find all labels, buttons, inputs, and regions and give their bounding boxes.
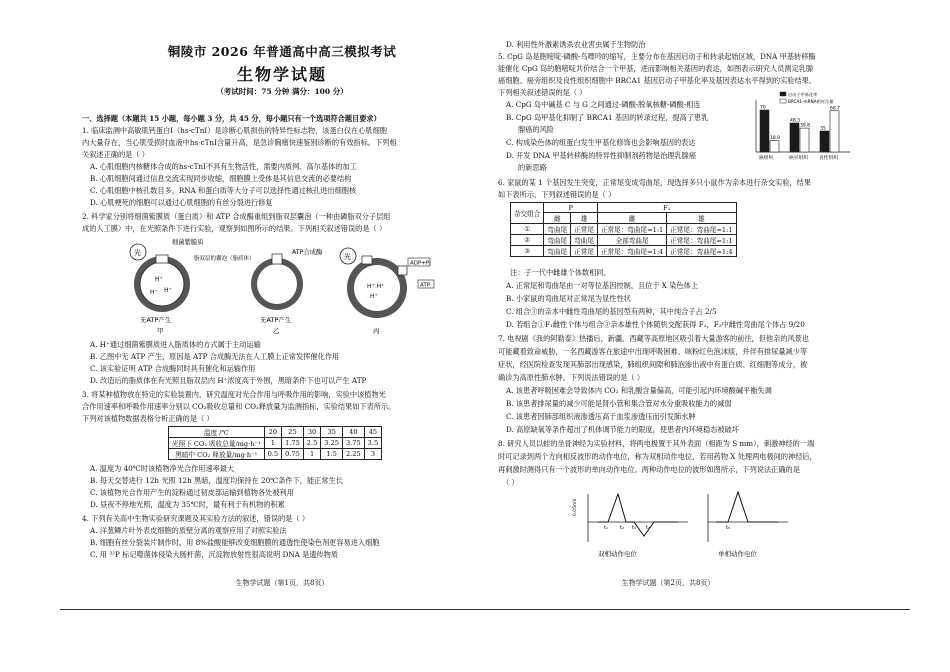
cross-cell: 正常尾 — [571, 246, 598, 257]
temp-cell: 35 — [321, 427, 343, 438]
legend-label: 启动子甲基化率 — [788, 92, 818, 97]
svg-text:H⁺: H⁺ — [164, 287, 172, 294]
q7-option-d: D. 高原缺氧等条件超出了机体调节能力的限度，使患者内环境稳态被破坏 — [506, 425, 739, 434]
temp-cell: 30 — [303, 427, 321, 438]
label-yi: 乙 — [273, 327, 280, 335]
cross-cell: 正常尾：弯曲尾=1:1 — [597, 224, 666, 235]
q3-data-table — [168, 426, 382, 460]
vesicle-yi — [251, 247, 323, 335]
q2-option-b: B. 乙图中无 ATP 产生，原因是 ATP 合成酶无法在人工膜上正常发挥催化作用 — [90, 352, 340, 361]
temp-cell: 40 — [342, 427, 364, 438]
q8-stem-line4: （ ） — [502, 478, 519, 487]
page-footer-right: 生物学试题（第2页，共8页） — [621, 579, 715, 587]
bar-value-label: 39.8 — [800, 123, 811, 129]
q4-option-a: A. 洋葱鳞片叶外表皮细胞的质壁分离的观察应用了对照实验法 — [90, 526, 287, 535]
q3-option-b: B. 每天交替进行 12h 光照 12h 黑暗，温度均保持在 20℃条件下，能正常生长 — [90, 476, 343, 485]
q8-stem-line1: 8. 研究人员以蛙的坐骨神经为实验材料，将两电极置于其外表面（相距为 S mm），刺激神经的一端 — [498, 439, 815, 448]
table-cell: 1.5 — [321, 449, 343, 460]
category-label: 癌旁组织 — [789, 156, 809, 161]
t4-label: t₄ — [646, 525, 650, 531]
q1-stem-line3: 关叙述正确的是（ ） — [82, 150, 149, 159]
q5-bar-chart — [744, 88, 854, 168]
cross-cell: 全部弯曲尾 — [597, 235, 666, 246]
table-cell: 0.5 — [264, 449, 282, 460]
right-page — [498, 0, 858, 672]
q3-option-c: C. 该植物光合作用产生的淀粉通过韧皮部运输到植物各处被利用 — [90, 488, 294, 497]
header-f1: F₁ — [597, 203, 736, 213]
biphasic-waveform — [572, 494, 688, 558]
q7-option-c: C. 该患者因肺部组织液渗透压高于血浆渗透压而引发肺水肿 — [506, 412, 696, 421]
biphasic-label: 双相动作电位 — [598, 550, 637, 558]
bar — [830, 111, 839, 152]
section-heading: 一、选择题（本题共 15 小题，每小题 3 分，共 45 分，每小题只有一个选项符合题目要求） — [82, 114, 381, 123]
t5-label: t₅ — [726, 525, 730, 531]
header-female: 雌 — [597, 213, 666, 224]
q5-option-b-cont: 腺癌的风险 — [518, 125, 554, 134]
q3-stem-line2: 合作用速率和呼吸作用速率分别以 CO₂吸收总量和 CO₂释放量为监测指标，实验结果如下表所示。 — [82, 402, 396, 411]
adp-label: ADP+Pi — [410, 260, 431, 267]
cross-cell: 弯曲尾 — [544, 224, 571, 235]
q3-option-a: A. 温度为 40℃时该植物净光合作用速率最大 — [90, 464, 235, 473]
q4-option-b: B. 细胞有丝分裂装片制作时，用 8%盐酸能够改变细胞膜的通透性使染色剂更容易进入细胞 — [90, 538, 380, 547]
q6-option-b: B. 小家鼠的弯曲尾对正常尾为显性性状 — [506, 294, 631, 303]
bar-value-label: 18.9 — [770, 136, 781, 142]
label-jia: 甲 — [157, 327, 164, 335]
bar — [770, 141, 779, 152]
exam-title: 铜陵市 2026 年普通高中高三模拟考试 — [167, 44, 397, 59]
q6-cross-table — [510, 202, 737, 257]
q5-stem-line4: 下列相关叙述错误的是（ ） — [498, 88, 587, 97]
cross-number: ① — [511, 224, 544, 235]
bar-value-label: 70 — [760, 105, 766, 111]
svg-text:H⁺: H⁺ — [370, 293, 378, 300]
header-p: P — [544, 203, 598, 213]
bar-value-label: 48.3 — [790, 118, 801, 124]
temp-cell: 45 — [364, 427, 382, 438]
table-cell: 3.75 — [342, 438, 364, 449]
q5-stem-line2: 能催化 CpG 岛的胞嘧啶共价结合一个甲基，进而影响相关基因的表达，如图表示研究人员测定乳腺 — [498, 64, 814, 73]
q4-stem: 4. 下列有关高中生物实验研究课题及其实验方法的叙述，错误的是（ ） — [82, 514, 310, 523]
q2-stem-line2: 成的人工膜）中，在光照条件下进行实验，观察到如图所示的结果。下列相关叙述错误的是（ ） — [82, 224, 387, 233]
atp-label: ATP — [420, 282, 431, 289]
table-cell: 3.25 — [321, 438, 343, 449]
q7-stem-line2: 可能藏着致命威胁，一名西藏游客在旅途中出现呼吸困难、咳粉红色泡沫痰，并伴有排尿量减少等 — [498, 347, 808, 356]
ylabel-left: 0.05mV — [573, 498, 578, 516]
atp-synthase-label: ATP合成酶 — [292, 249, 323, 256]
table-cell: 1.75 — [282, 438, 304, 449]
q4-option-d: D. 利用性外激素诱杀农业害虫属于生物防治 — [506, 40, 646, 49]
bar-value-label: 35 — [820, 126, 826, 132]
legend-label: BRCA1-mRNA相对含量 — [788, 99, 834, 104]
temp-cell: 20 — [264, 427, 282, 438]
row-label-light: 光照下 CO₂ 吸收总量/mg·h⁻¹ — [169, 438, 265, 449]
q5-stem-line1: 5. CpG 岛是胞嘧啶-磷酸-鸟嘌呤的缩写，主要分布在基因启动子和转录起始区域，DNA 甲基转移酶 — [498, 52, 816, 61]
category-label: 癌组织 — [759, 156, 774, 161]
bar — [790, 123, 799, 152]
no-atp-jia: 无ATP产生 — [140, 316, 172, 324]
q5-option-c: C. 构成染色体的组蛋白发生甲基化修饰也会影响基因的表达 — [506, 138, 696, 147]
svg-text:H⁺: H⁺ — [155, 276, 163, 283]
no-atp-yi: 无ATP产生 — [260, 316, 292, 324]
q6-stem-line1: 6. 家鼠的某 1 个基因发生突变，正常尾变成弯曲尾，现选择多只小鼠作为亲本进行杂交实验，结果 — [498, 178, 811, 187]
table-header-temp: 温度 /℃ — [169, 427, 265, 438]
cross-cell: 正常尾：弯曲尾=1:1 — [667, 224, 736, 235]
q1-stem-line1: 1. 临床监测中高敏肌钙蛋白Ⅰ（hs-cTnⅠ）是诊断心肌损伤的特异性标志物，该蛋白仅在心肌细胞 — [82, 126, 387, 135]
q5-stem-line3: 癌细胞、癌旁组织及良性组织细胞中 BRCA1 基因启动子甲基化率及基因表达水平得到的实验结果。 — [498, 76, 817, 85]
table-cell: 3.5 — [364, 438, 382, 449]
q8-stem-line2: 时可记录到两个方向相反波形的动作电位，称为双相动作电位，若用药物 X 处理两电极间的神经后， — [498, 452, 817, 461]
left-page — [82, 0, 482, 672]
header-group: 杂交组合 — [511, 203, 544, 224]
q6-option-d: D. 若组合①F₁雌性个体与组合③亲本雄性个体随机交配获得 F₂，F₂中雌性弯曲尾个体占 9/20 — [506, 320, 805, 329]
q2-option-a: A. H⁺通过细菌紫膜质进入脂质体的方式属于主动运输 — [90, 340, 261, 349]
cross-cell: 弯曲尾 — [544, 235, 571, 246]
q6-option-c: C. 组合③的亲本中雌性弯曲尾的基因型有两种，其中纯合子占 2/5 — [506, 307, 717, 316]
cross-number: ② — [511, 235, 544, 246]
cross-cell: 弯曲尾 — [544, 246, 571, 257]
page-footer-left: 生物学试题（第1页，共8页） — [235, 579, 329, 587]
q6-stem-line2: 如下表所示，下列叙述错误的是（ ） — [498, 190, 616, 199]
t3-label: t₃ — [632, 525, 636, 531]
bar — [800, 128, 809, 152]
q2-stem-line1: 2. 科学家分别将细菌紫膜质（蛋白质）和 ATP 合成酶重组到脂双层囊泡（一种由磷脂双分子层组 — [82, 212, 391, 221]
q6-table-note: 注：子一代中雌雄个体数相同。 — [510, 268, 611, 277]
bar-value-label: 68.7 — [830, 106, 841, 112]
cross-cell: 正常尾 — [571, 224, 598, 235]
table-cell: 1 — [264, 438, 282, 449]
q2-option-d: D. 改造后的脂质体在有光照且脂双层内 H⁺浓度高于外围，黑暗条件下也可以产生 ATP — [90, 376, 367, 385]
cross-cell: 正常尾：弯曲尾=1:1 — [667, 235, 736, 246]
header-male: 雄 — [667, 213, 736, 224]
q1-option-d: D. 心肌梗死的细胞可以通过心肌细胞的有丝分裂进行修复 — [90, 198, 273, 207]
q7-option-a: A. 该患者呼吸困难会导致体内 CO₂ 和乳酸含量偏高，可能引起内环境酸碱平衡失调 — [506, 386, 772, 395]
row-label-dark: 黑暗中 CO₂ 释放量/mg·h⁻¹ — [169, 449, 265, 460]
vesicle-jia — [130, 237, 255, 335]
legend-swatch — [780, 99, 786, 103]
header-female: 雌 — [544, 213, 571, 224]
legend-swatch — [780, 92, 786, 96]
q5-option-a: A. CpG 岛中碱基 C 与 G 之间通过-磷酸-脱氧核糖-磷酸-相连 — [506, 100, 701, 109]
table-cell: 0.75 — [282, 449, 304, 460]
vesicle-bing — [340, 248, 434, 335]
bottom-divider — [60, 609, 910, 610]
q1-option-c: C. 心肌细胞中核孔数目多，RNA 和蛋白质等大分子可以选择性通过核孔进出细胞核 — [90, 186, 357, 195]
q8-action-potential-figure — [568, 486, 798, 564]
label-bing: 丙 — [373, 327, 380, 335]
monophasic-waveform — [708, 492, 788, 558]
q5-option-b: B. CpG 岛甲基化抑制了 BRCA1 基因的转录过程，提高了患乳 — [506, 113, 709, 122]
monophasic-label: 单相动作电位 — [718, 550, 757, 558]
q1-option-b: B. 心肌细胞间通过信息交流实现同步收缩，细胞膜上受体是其信息交流的必要结构 — [90, 174, 352, 183]
light-label-jia: 光 — [134, 249, 141, 257]
bar — [820, 131, 829, 152]
cross-number: ③ — [511, 246, 544, 257]
svg-text:H⁺ H⁺: H⁺ H⁺ — [367, 283, 385, 290]
q8-stem-line3: 再刺激时测得只有一个波形的单向动作电位。两种动作电位的波形如图所示，下列说法正确的是 — [498, 465, 800, 474]
table-cell: 1 — [303, 449, 321, 460]
q2-liposome-figure — [112, 236, 442, 336]
q1-stem-line2: 内大量存在，当心肌受损时血液中hs-cTnⅠ含量升高，是急诊胸痛快速鉴别诊断的有效指标。下列相 — [82, 138, 397, 147]
q7-stem-line4: 确诊为高原性肺水肿。下列说法错误的是（ ） — [498, 373, 645, 382]
bacteriorhodopsin-label: 细菌紫膜质 — [172, 239, 204, 246]
temp-cell: 25 — [282, 427, 304, 438]
t2-label: t₂ — [620, 525, 624, 531]
svg-text:H⁺: H⁺ — [150, 289, 158, 296]
q4-option-c: C. 用 ³²P 标记噬菌体侵染大肠杆菌，沉淀物放射性很高说明 DNA 是遗传物质 — [90, 550, 339, 559]
q7-stem-line1: 7. 电视剧《我的阿勒泰》热播后，新疆、西藏等高原地区吸引着大量游客的前往，但他亲的风景也 — [498, 334, 810, 343]
category-label: 良性组织 — [819, 156, 839, 161]
table-cell: 2.5 — [303, 438, 321, 449]
vesicle-label: 脂双层的囊泡（脂质体） — [194, 256, 255, 262]
q3-stem-line3: 下列对该植物数据表格分析正确的是（ ） — [82, 414, 214, 423]
exam-info: （考试时间：75 分钟 满分：100 分） — [216, 87, 348, 96]
table-cell: 2.25 — [342, 449, 364, 460]
q7-stem-line3: 症状，经医院检查发现其肺部出现感染，肺组织间隙和肺泡渗出液中有蛋白质、红细胞等成分，被 — [498, 360, 808, 369]
q2-option-c: C. 该实验证明 ATP 合成酶同时具有催化和运输作用 — [90, 364, 256, 373]
header-male: 雄 — [571, 213, 598, 224]
q5-option-d-cont: 的新思路 — [518, 163, 547, 172]
q3-stem-line1: 3. 将某种植物放在特定的实验装置内，研究温度对光合作用与呼吸作用的影响，实验中该植物光 — [82, 390, 386, 399]
q3-option-d: D. 昼夜不停地光照，温度为 35℃时，最有利于有机物的积累 — [90, 500, 285, 509]
table-cell: 3 — [364, 449, 382, 460]
q5-option-d: D. 开发 DNA 甲基转移酶的特异性抑制剂药物是治理乳腺癌 — [506, 151, 697, 160]
light-label-bing: 光 — [344, 253, 351, 261]
q6-option-a: A. 正常尾和弯曲尾由一对等位基因控制，且位于 X 染色体上 — [506, 281, 698, 290]
cross-cell: 正常尾：弯曲尾=1:4 — [597, 246, 666, 257]
q7-option-b: B. 该患者排尿量的减少可能是肾小管和集合管对水分重吸收能力的减弱 — [506, 399, 732, 408]
t1-label: t₁ — [604, 525, 608, 531]
bar — [760, 110, 769, 152]
cross-cell: 弯曲尾 — [571, 235, 598, 246]
cross-cell: 正常尾：弯曲尾=1:4 — [667, 246, 736, 257]
subject-title: 生物学试题 — [236, 65, 327, 84]
q1-option-a: A. 心肌细胞内核糖体合成的hs-cTnⅠ不具有生物活性，需要内质网、高尔基体的加工 — [90, 162, 357, 171]
